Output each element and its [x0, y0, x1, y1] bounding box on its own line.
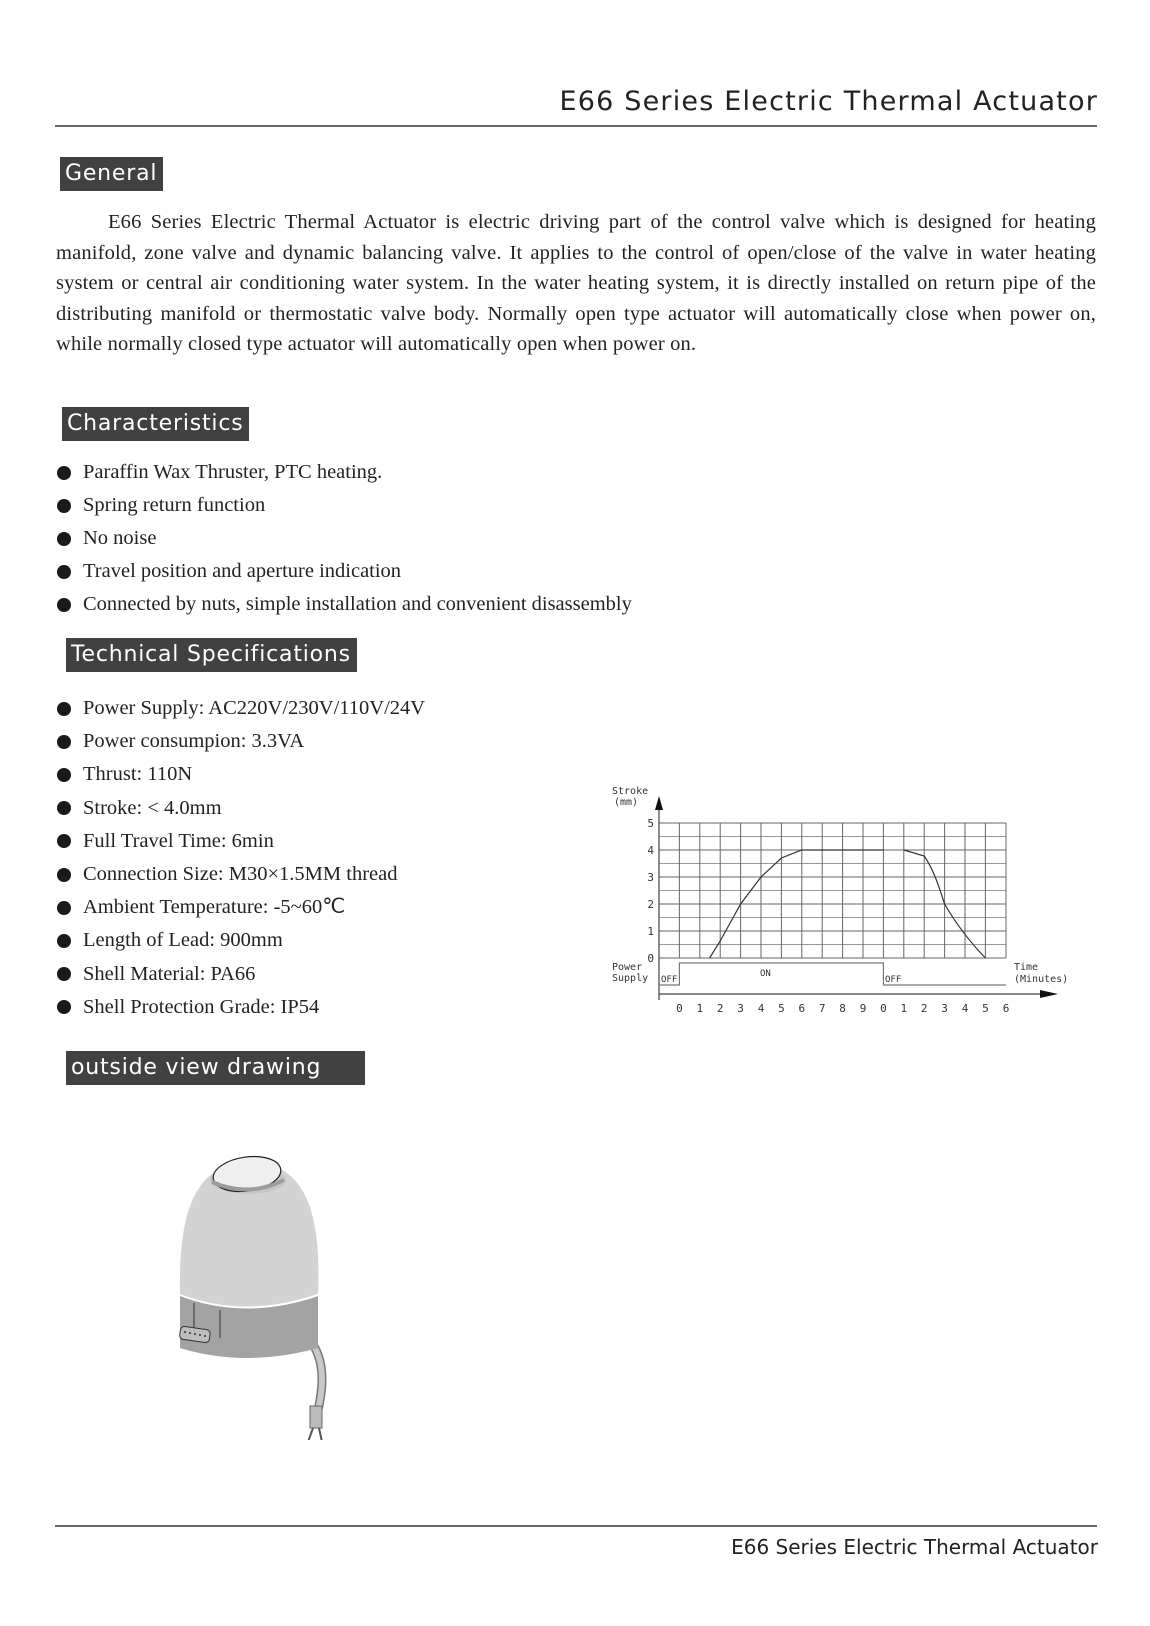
list-item: Paraffin Wax Thruster, PTC heating. [56, 456, 632, 489]
page-title: E66 Series Electric Thermal Actuator [559, 86, 1098, 117]
characteristics-list [56, 456, 632, 621]
svg-text:0: 0 [880, 1002, 887, 1015]
svg-text:7: 7 [818, 1002, 826, 1015]
svg-text:5: 5 [982, 1002, 989, 1015]
y-axis-unit: (mm) [614, 797, 639, 808]
list-item: Length of Lead: 900mm [56, 924, 425, 957]
list-item: Ambient Temperature: -5~60℃ [56, 891, 425, 924]
svg-text:3: 3 [737, 1002, 744, 1015]
power-off-label-1: OFF [661, 975, 678, 985]
y-axis-arrow-icon [655, 796, 663, 810]
section-heading-technical-specifications: Technical Specifications [66, 638, 357, 672]
y-tick-labels [647, 817, 654, 965]
svg-text:9: 9 [859, 1002, 867, 1015]
footer-title: E66 Series Electric Thermal Actuator [731, 1535, 1098, 1559]
svg-text:1: 1 [900, 1002, 908, 1015]
power-label-2: Supply [612, 973, 649, 984]
power-off-label-2: OFF [885, 975, 902, 985]
svg-text:4: 4 [647, 844, 654, 857]
header-divider [55, 125, 1097, 127]
specifications-list [56, 692, 425, 1024]
svg-text:2: 2 [920, 1002, 928, 1015]
list-item: Stroke: < 4.0mm [56, 792, 425, 825]
power-on-label: ON [760, 969, 771, 979]
list-item: Connection Size: M30×1.5MM thread [56, 858, 425, 891]
x-axis-arrow-icon [1040, 990, 1058, 998]
x-tick-labels [676, 1002, 1009, 1015]
section-heading-characteristics: Characteristics [62, 407, 249, 441]
power-label-1: Power [612, 962, 643, 973]
svg-text:8: 8 [839, 1002, 846, 1015]
list-item: Spring return function [56, 489, 632, 522]
list-item: Travel position and aperture indication [56, 555, 632, 588]
svg-text:1: 1 [647, 925, 654, 938]
list-item: Connected by nuts, simple installation and convenient disassembly [56, 588, 632, 621]
svg-text:3: 3 [941, 1002, 948, 1015]
general-body: E66 Series Electric Thermal Actuator is electric driving part of the control valve which is designed for heating manifold, zone valve and dynamic balancing valve. It applies to the control of open/close of the valve in water heating system or central air conditioning water system. In the water heating system, it is directly installed on return pipe of the distributing manifold or thermostatic valve body. Normally open type actuator will automatically close when power on, while normally closed type actuator will automatically open when power on. [56, 211, 1096, 355]
section-heading-general: General [60, 157, 163, 191]
svg-text:0: 0 [647, 952, 654, 965]
svg-text:2: 2 [716, 1002, 724, 1015]
svg-text:4: 4 [961, 1002, 969, 1015]
list-item: Shell Material: PA66 [56, 958, 425, 991]
list-item: Shell Protection Grade: IP54 [56, 991, 425, 1024]
list-item: Power consumpion: 3.3VA [56, 725, 425, 758]
svg-text:4: 4 [757, 1002, 765, 1015]
svg-text:5: 5 [778, 1002, 785, 1015]
svg-text:5: 5 [647, 817, 654, 830]
x-axis-unit: (Minutes) [1014, 974, 1069, 985]
y-axis-title: Stroke [612, 786, 649, 797]
svg-text:6: 6 [1002, 1002, 1010, 1015]
svg-text:0: 0 [676, 1002, 683, 1015]
chart-minor-grid [659, 837, 1006, 945]
power-supply-line [659, 963, 1006, 985]
list-item: Full Travel Time: 6min [56, 825, 425, 858]
list-item: Power Supply: AC220V/230V/110V/24V [56, 692, 425, 725]
list-item: No noise [56, 522, 632, 555]
stroke-time-chart [600, 780, 1090, 1020]
list-item: Thrust: 110N [56, 758, 425, 791]
svg-text:3: 3 [647, 871, 654, 884]
actuator-illustration [150, 1120, 350, 1440]
footer-divider [55, 1525, 1097, 1527]
svg-text:1: 1 [696, 1002, 704, 1015]
section-heading-outside-view: outside view drawing [66, 1051, 365, 1085]
general-paragraph [56, 207, 1096, 360]
svg-text:2: 2 [647, 898, 654, 911]
svg-text:6: 6 [798, 1002, 806, 1015]
x-axis-title: Time [1014, 962, 1039, 973]
